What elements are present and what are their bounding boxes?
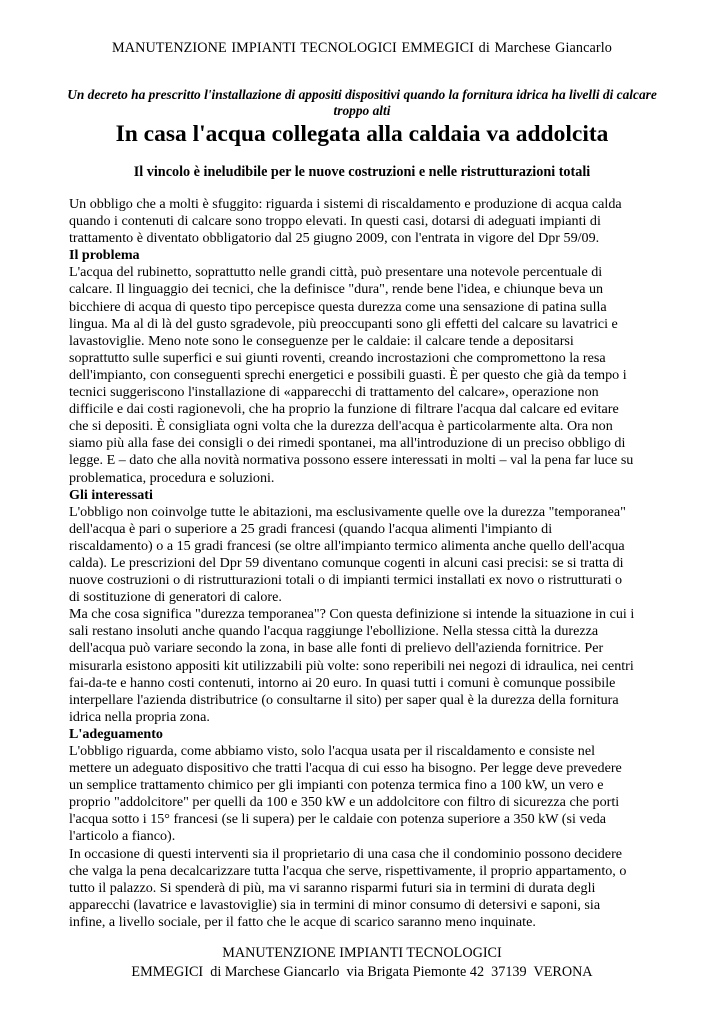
body-text-line: misurarla esistono appositi kit utilizzabili più volte: sono reperibili nei negozi di idraulica, nei centri <box>69 657 634 674</box>
body-text-line: proprio "addolcitore" per quelli da 100 e 350 kW e un addolcitore con filtro di sicurezza che porti <box>69 794 620 811</box>
body-text-line: soprattutto sulle superfici e sui giunti roventi, creando incrostazioni che compromettono la resa <box>69 349 606 366</box>
body-text-line: l'articolo a fianco). <box>69 828 176 845</box>
body-text-line: che valga la pena decalcarizzare tutta l'acqua che serve, rispettivamente, il proprio appartamento, o <box>69 862 627 879</box>
body-text-line: fai-da-te e hanno costi contenuti, intorno ai 20 euro. In quasi tutti i comuni è comunque possibile <box>69 674 616 691</box>
body-text-line: idrica nella propria zona. <box>69 708 210 725</box>
body-text-line: mettere un adeguato dispositivo che tratti l'acqua di cui esso ha bisogno. Per legge deve prevedere <box>69 760 622 777</box>
body-text-line: dell'acqua può variare secondo la zona, in base alle fonti di prelievo dell'azienda fornitrice. Per <box>69 640 604 657</box>
article-subtitle: Il vincolo è ineludibile per le nuove costruzioni e nelle ristrutturazioni totali <box>133 164 591 180</box>
body-text-line: calda). Le prescrizioni del Dpr 59 diventano comunque cogenti in alcuni casi precisi: se si tratta di <box>69 554 624 571</box>
page-header: MANUTENZIONE IMPIANTI TECNOLOGICI EMMEGICI di Marchese Giancarlo <box>112 40 612 56</box>
body-text-line: difficile e dai costi ragionevoli, che ha proprio la funzione di filtrare l'acqua dal calcare ed evitare <box>69 401 619 418</box>
body-text-line: siamo più alla fase dei consigli o dei rimedi spontanei, ma all'introduzione di un preciso obbligo di <box>69 435 626 452</box>
body-text-line: bicchiere di acqua di questo tipo percepisce questa durezza come una sensazione di patina sulla <box>69 298 607 315</box>
body-text-line: lavastoviglie. Meno note sono le conseguenze per le caldaie: il calcare tende a depositarsi <box>69 332 574 349</box>
body-text-line: interpellare l'azienda distributrice (o consultarne il sito) per saper qual è la durezza della fornitura <box>69 691 619 708</box>
article-body <box>69 196 659 931</box>
body-text-line: riscaldamento) o a 15 gradi francesi (se oltre all'impianto termico alimenta anche quello dell'acqua <box>69 537 625 554</box>
body-text-line: In occasione di questi interventi sia il proprietario di una casa che il condominio possono decidere <box>69 845 623 862</box>
section-heading: Gli interessati <box>69 486 153 503</box>
body-text-line: L'obbligo riguarda, come abbiamo visto, solo l'acqua usata per il riscaldamento e consiste nel <box>69 743 596 759</box>
body-text-line: L'acqua del rubinetto, soprattutto nelle grandi città, può presentare una notevole percentuale di <box>69 264 603 281</box>
body-text-line: apparecchi (lavatrice e lavastoviglie) sia in termini di minor consumo di detersivi e saponi, sia <box>69 896 601 913</box>
footer-line-company: MANUTENZIONE IMPIANTI TECNOLOGICI <box>222 945 502 961</box>
body-text-line: nuove costruzioni o di ristrutturazioni totali o di impianti termici installati ex novo o ristrutturati o <box>69 572 623 589</box>
body-text-line: che si depositi. È consigliata ogni volta che la durezza dell'acqua è particolarmente alta. Ora non <box>69 418 613 435</box>
section-heading: Il problema <box>69 247 140 264</box>
body-text-line: trattamento è diventato obbligatorio dal 25 giugno 2009, con l'entrata in vigore del Dpr 59/09. <box>69 230 600 247</box>
body-text-line: tutto il palazzo. Si spenderà di più, ma vi saranno risparmi futuri sia in termini di durata degli <box>69 879 596 896</box>
article-kicker: Un decreto ha prescritto l'installazione di appositi dispositivi quando la fornitura idrica ha livelli di calcare troppo alti <box>67 87 657 118</box>
body-text-line: calcare. Il linguaggio dei tecnici, che la definisce "dura", rende bene l'idea, e chiunque beva un <box>69 281 604 298</box>
body-text-line: legge. E – dato che alla novità normativa possono essere interessati in molti – val la pena far luce su <box>69 452 634 469</box>
section-heading: L'adeguamento <box>69 725 163 742</box>
body-text-line: L'obbligo non coinvolge tutte le abitazioni, ma esclusivamente quelle ove la durezza "temporanea" <box>69 503 626 520</box>
body-text-line: dell'acqua è pari o superiore a 25 gradi francesi (quando l'acqua alimenti l'impianto di <box>69 520 553 537</box>
body-text-line: sali restano insoluti anche quando l'acqua raggiunge l'ebollizione. Nella stessa città la durezza <box>69 623 599 640</box>
body-text-line: dell'impianto, con conseguenti sprechi energetici e possibili guasti. È per questo che già da tempo i <box>69 366 627 383</box>
footer-line-address: EMMEGICI di Marchese Giancarlo via Brigata Piemonte 42 37139 VERONA <box>131 963 593 980</box>
body-text-line: tecnici suggeriscono l'installazione di «apparecchi di trattamento del calcare», operazione non <box>69 384 599 401</box>
body-text-line: lingua. Ma al di là del gusto sgradevole, più preoccupanti sono gli effetti del calcare su lavatrici e <box>69 315 618 332</box>
article-title: In casa l'acqua collegata alla caldaia va addolcita <box>115 121 609 147</box>
body-text-line: problematica, procedura e soluzioni. <box>69 469 275 486</box>
body-text-line: Un obbligo che a molti è sfuggito: riguarda i sistemi di riscaldamento e produzione di acqua calda <box>69 196 622 212</box>
body-text-line: di sostituzione di generatori di calore. <box>69 589 282 606</box>
body-text-line: quando i contenuti di calcare sono troppo elevati. In questi casi, dotarsi di adeguati impianti di <box>69 213 601 230</box>
body-text-line: un semplice trattamento chimico per gli impianti con potenza termica fino a 100 kW, un vero e <box>69 777 604 794</box>
body-text-line: Ma che cosa significa "durezza temporanea"? Con questa definizione si intende la situazione in cui i <box>69 606 635 623</box>
body-text-line: l'acqua sotto i 15° francesi (se li supera) per le caldaie con potenza superiore a 350 kW (si veda <box>69 811 607 828</box>
body-text-line: infine, a livello sociale, per il fatto che le acque di scarico saranno meno inquinate. <box>69 913 536 930</box>
page-footer <box>0 944 724 981</box>
